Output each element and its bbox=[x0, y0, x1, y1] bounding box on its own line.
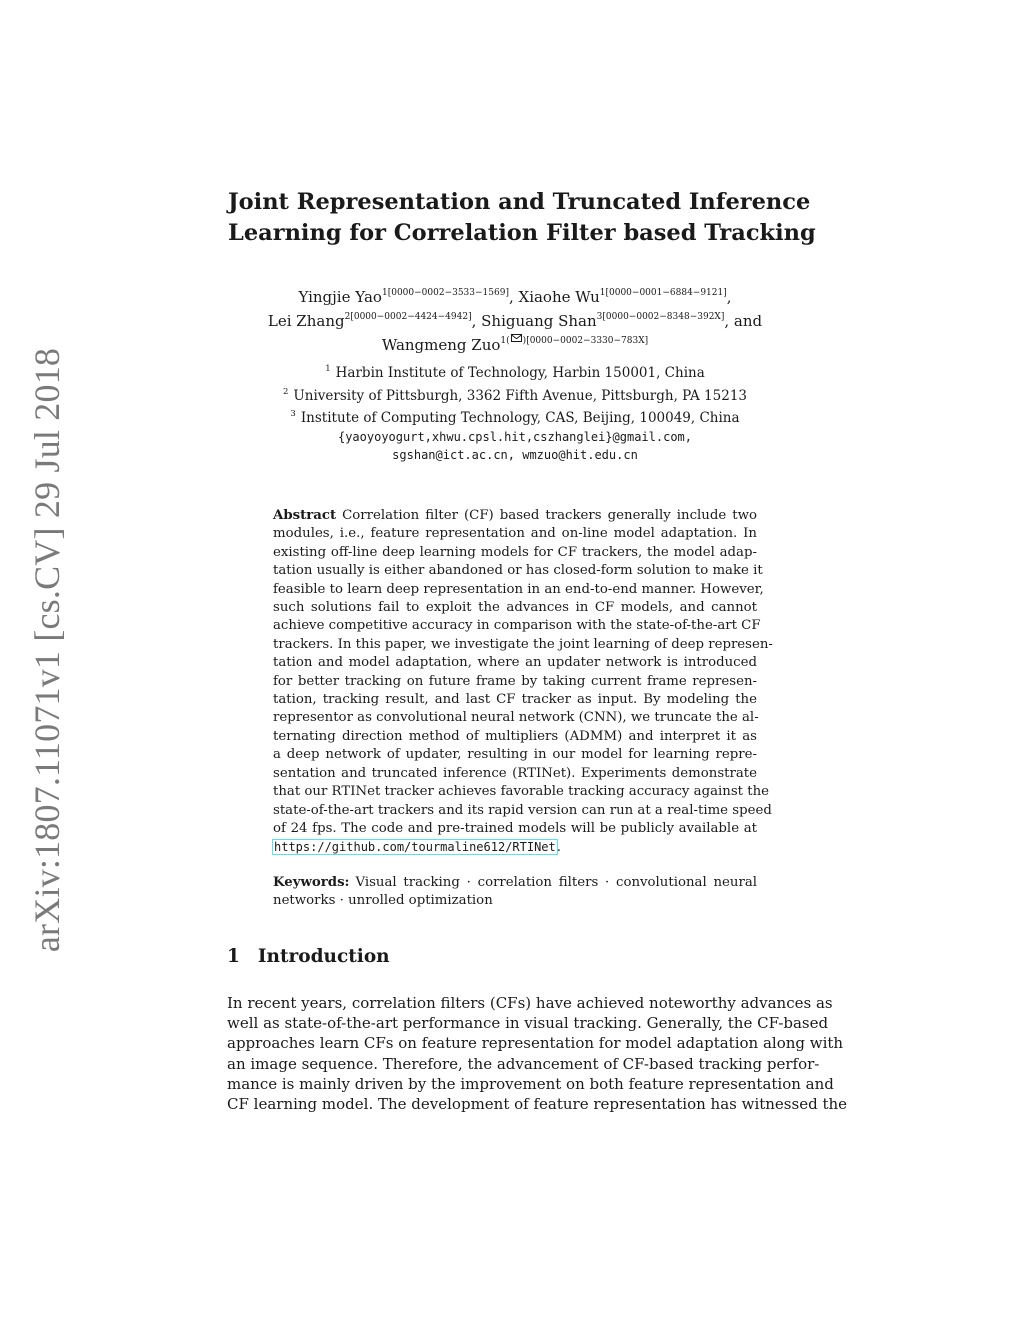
affiliation-number: 2 bbox=[282, 386, 289, 397]
affiliation-1 bbox=[220, 360, 810, 383]
author-orcid: [0000−0002−3330−783X] bbox=[526, 336, 649, 346]
section-heading bbox=[227, 946, 390, 967]
abstract-line: tation and model adaptation, where an updater network is introduced bbox=[273, 655, 757, 671]
author-list bbox=[220, 283, 810, 355]
intro-line: mance is mainly driven by the improvement on both feature representation and bbox=[227, 1074, 834, 1093]
title-line-2: Learning for Correlation Filter based Tracking bbox=[228, 220, 816, 246]
author-affil-sup: 1 bbox=[381, 288, 388, 298]
abstract-line: tation, tracking result, and last CF tracker as input. By modeling the bbox=[273, 692, 757, 708]
author-orcid: [0000−0002−4424−4942] bbox=[350, 312, 472, 322]
affiliation-number: 3 bbox=[290, 409, 296, 419]
affiliation-number: 1 bbox=[325, 364, 331, 374]
abstract-heading: Abstract bbox=[273, 508, 337, 523]
keywords-line-1: Keywords: Visual tracking · correlation filters · convolutional neural bbox=[273, 875, 757, 890]
section-title: Introduction bbox=[257, 946, 390, 967]
abstract-line: achieve competitive accuracy in comparison with the state-of-the-art CF bbox=[273, 618, 761, 634]
affiliation-text: Harbin Institute of Technology, Harbin 150001, China bbox=[335, 365, 705, 381]
abstract-line: sentation and truncated inference (RTINet). Experiments demonstrate bbox=[273, 765, 757, 781]
abstract-line: that our RTINet tracker achieves favorable tracking accuracy against the bbox=[273, 784, 770, 800]
title-line-1: Joint Representation and Truncated Inference bbox=[228, 189, 811, 215]
abstract-line: existing off-line deep learning models for CF trackers, the model adap- bbox=[273, 544, 757, 560]
author-separator: , bbox=[508, 288, 519, 306]
abstract-line bbox=[273, 838, 757, 857]
author-affil-sup: 3 bbox=[596, 312, 603, 322]
abstract-line: Abstract Correlation filter (CF) based trackers generally include two bbox=[273, 508, 757, 523]
keywords-line-2: networks · unrolled optimization bbox=[273, 893, 493, 909]
abstract-line: state-of-the-art trackers and its rapid version can run at a real-time speed bbox=[273, 802, 772, 818]
author-name: Lei Zhang bbox=[267, 312, 345, 330]
abstract-line: feasible to learn deep representation in an end-to-end manner. However, bbox=[273, 581, 764, 597]
author-orcid: [0000−0002−3533−1569] bbox=[387, 288, 509, 298]
author-orcid: [0000−0002−8348−392X] bbox=[602, 312, 725, 322]
abstract-line: of 24 fps. The code and pre-trained models will be publicly available at bbox=[273, 820, 757, 836]
author-separator: , and bbox=[724, 312, 763, 330]
author-affil-sup: 2 bbox=[344, 312, 351, 322]
author-affil-sup: 1 bbox=[599, 288, 606, 298]
intro-line: CF learning model. The development of feature representation has witnessed the bbox=[227, 1095, 848, 1114]
author-line-2 bbox=[220, 307, 810, 331]
corresponding-sup-open: 1( bbox=[500, 336, 510, 346]
intro-line: an image sequence. Therefore, the advancement of CF-based tracking perfor- bbox=[227, 1054, 820, 1073]
author-separator: , bbox=[726, 288, 732, 306]
arxiv-identifier: arXiv:1807.11071v1 [cs.CV] 29 Jul 2018 bbox=[27, 347, 67, 953]
abstract bbox=[273, 507, 773, 858]
author-name: Xiaohe Wu bbox=[518, 288, 600, 306]
author-orcid: [0000−0001−6884−9121] bbox=[605, 288, 727, 298]
abstract-line: for better tracking on future frame by taking current frame represen- bbox=[273, 673, 757, 689]
envelope-icon bbox=[511, 334, 522, 342]
abstract-line: trackers. In this paper, we investigate the joint learning of deep represen- bbox=[273, 636, 773, 652]
abstract-line: modules, i.e., feature representation and on-line model adaptation. In bbox=[273, 526, 757, 542]
section-number: 1 bbox=[227, 946, 240, 967]
abstract-line: such solutions fail to exploit the advances in CF models, and cannot bbox=[273, 600, 757, 616]
author-name: Wangmeng Zuo bbox=[381, 336, 501, 354]
affiliation-list bbox=[220, 360, 810, 465]
corresponding-sup-close: ) bbox=[522, 336, 527, 346]
intro-line: well as state-of-the-art performance in visual tracking. Generally, the CF-based bbox=[227, 1014, 829, 1033]
author-line-1 bbox=[220, 283, 810, 307]
abstract-line: tation usually is either abandoned or has closed-form solution to make it bbox=[273, 563, 763, 579]
intro-line: approaches learn CFs on feature representation for model adaptation along with bbox=[227, 1034, 844, 1053]
abstract-line: representor as convolutional neural network (CNN), we truncate the al- bbox=[273, 710, 759, 726]
author-name: Shiguang Shan bbox=[481, 312, 597, 330]
author-separator: , bbox=[471, 312, 482, 330]
author-emails-2: sgshan@ict.ac.cn, wmzuo@hit.edu.cn bbox=[392, 448, 638, 462]
author-affil-sup bbox=[500, 336, 526, 346]
affiliation-text: University of Pittsburgh, 3362 Fifth Avenue, Pittsburgh, PA 15213 bbox=[293, 387, 747, 404]
intro-paragraph bbox=[227, 993, 848, 1114]
author-name: Yingjie Yao bbox=[298, 288, 382, 306]
affiliation-text: Institute of Computing Technology, CAS, Beijing, 100049, China bbox=[300, 410, 740, 426]
link-period: . bbox=[556, 840, 561, 856]
paper-title bbox=[228, 187, 816, 249]
keywords-heading: Keywords: bbox=[273, 875, 350, 890]
affiliation-3 bbox=[220, 405, 810, 428]
abstract-line: ternating direction method of multipliers (ADMM) and interpret it as bbox=[273, 728, 757, 744]
author-emails-1: {yaoyoyogurt,xhwu.cpsl.hit,cszhanglei}@gmail.com, bbox=[337, 429, 692, 444]
keywords bbox=[273, 874, 757, 911]
intro-line: In recent years, correlation filters (CFs) have achieved noteworthy advances as bbox=[227, 994, 833, 1012]
author-line-3 bbox=[220, 331, 810, 355]
affiliation-2 bbox=[220, 383, 810, 406]
abstract-line: a deep network of updater, resulting in our model for learning repre- bbox=[273, 747, 757, 763]
github-link[interactable]: https://github.com/tourmaline612/RTINet bbox=[274, 840, 556, 855]
